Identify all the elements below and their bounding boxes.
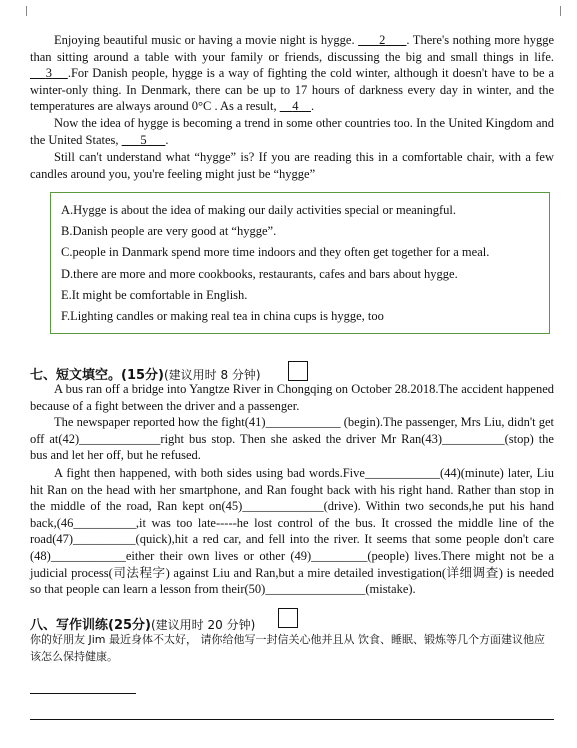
- passage-text: .: [165, 132, 169, 147]
- passage-paragraph-1: [30, 32, 554, 115]
- section-8-prompt: 你的好朋友 Jim 最近身体不太好， 请你给他写一封信关心他并且从 饮食、睡眠、锻炼等几个方面建议他应该怎么保持健康。: [30, 633, 545, 663]
- passage-paragraph-3: Still can't understand what “hygge” is? If you are reading this in a comfortable chair, with a few candles around you, you're feeling might just be “hygge”: [30, 150, 554, 181]
- section-8-time-note: (建议用时 20 分钟): [150, 618, 256, 632]
- passage-text: Now the idea of hygge is becoming a trend in some other countries too. In the United Kingdom and the United States,: [30, 116, 554, 147]
- option-e: E.It might be comfortable in English.: [61, 288, 248, 302]
- option-c: C.people in Danmark spend more time indoors and they often get together for a meal.: [61, 245, 490, 259]
- answer-blank-3-number: 3: [45, 66, 53, 81]
- option-a: A.Hygge is about the idea of making our daily activities special or meaningful.: [61, 203, 457, 217]
- page-corner-mark-left: [26, 6, 37, 16]
- answer-blank-5: [122, 132, 169, 147]
- answer-blank-3: [30, 66, 68, 80]
- passage-text: .: [310, 99, 315, 114]
- section-7-title: 七、短文填空。(15分): [30, 368, 164, 383]
- section-8-score-box[interactable]: [278, 608, 298, 628]
- answer-blank-5-number: 5: [140, 132, 147, 147]
- option-d: D.there are more and more cookbooks, restaurants, cafes and bars about hygge.: [61, 267, 458, 281]
- answer-blank-4: [280, 99, 311, 113]
- section-7-paragraph-2: The newspaper reported how the fight(41)____________ (begin).The passenger, Mrs Liu, didn't get off at(42)_____________right bus stop. Then she asked the driver Mr Ran(43)__________(stop) the bus and let her off, but he refused.: [30, 415, 554, 463]
- passage-text: .For Danish people, hygge is a way of fighting the cold winter, although it doesn't have to be a winter-only thing. In Denmark, there can be up to 17 hours of darkness every day in winter, and the temperatures are always around 0°C . As a result,: [30, 66, 554, 114]
- passage-paragraph-2: [30, 115, 554, 148]
- option-b: B.Danish people are very good at “hygge”.: [61, 224, 277, 238]
- passage-text: Enjoying beautiful music or having a movie night is hygge.: [54, 33, 359, 47]
- writing-line-full[interactable]: [30, 719, 554, 720]
- section-7-score-box[interactable]: [288, 361, 308, 381]
- answer-blank-4-number: 4: [292, 99, 299, 114]
- answer-blank-2: [358, 33, 406, 47]
- page-corner-mark-right: [550, 6, 561, 16]
- answer-blank-2-number: 2: [379, 33, 386, 47]
- section-8-title: 八、写作训练(25分): [30, 618, 151, 633]
- options-box: [50, 192, 550, 334]
- section-7-paragraph-1: A bus ran off a bridge into Yangtze River in Chongqing on October 28.2018.The accident happened because of a fight between the driver and a passenger.: [30, 382, 554, 413]
- writing-line-short[interactable]: [30, 693, 136, 694]
- section-7-paragraph-3: A fight then happened, with both sides using bad words.Five____________(44)(minute) later, Liu hit Ran on the head with her smartphone, and Ran fought back with his right hand. Rather than stop in the middle of the road, Ran kept on(45)_____________(drive). Within two seconds,he put his hand back,(46__________,it was too late-----he lost control of the bus. It crossed the middle line of the road(47)__________(quick),hit a red car, and fell into the river. It seems that some people don't care (48)____________either their own lives or other (49)_________(people) lives.There might not be a judicial process(司法程字) against Liu and Ran,but a mire detailed investigation(详细调查) is needed so that people can learn a lesson from their(50)________________(mistake).: [30, 466, 554, 597]
- option-f: F.Lighting candles or making real tea in china cups is hygge, too: [61, 309, 384, 323]
- section-7-time-note: (建议用时 8 分钟): [163, 368, 261, 382]
- passage-text: . There's nothing more hygge than sitting around a table with your family or friends, discussing the big and small things in life.: [30, 33, 555, 64]
